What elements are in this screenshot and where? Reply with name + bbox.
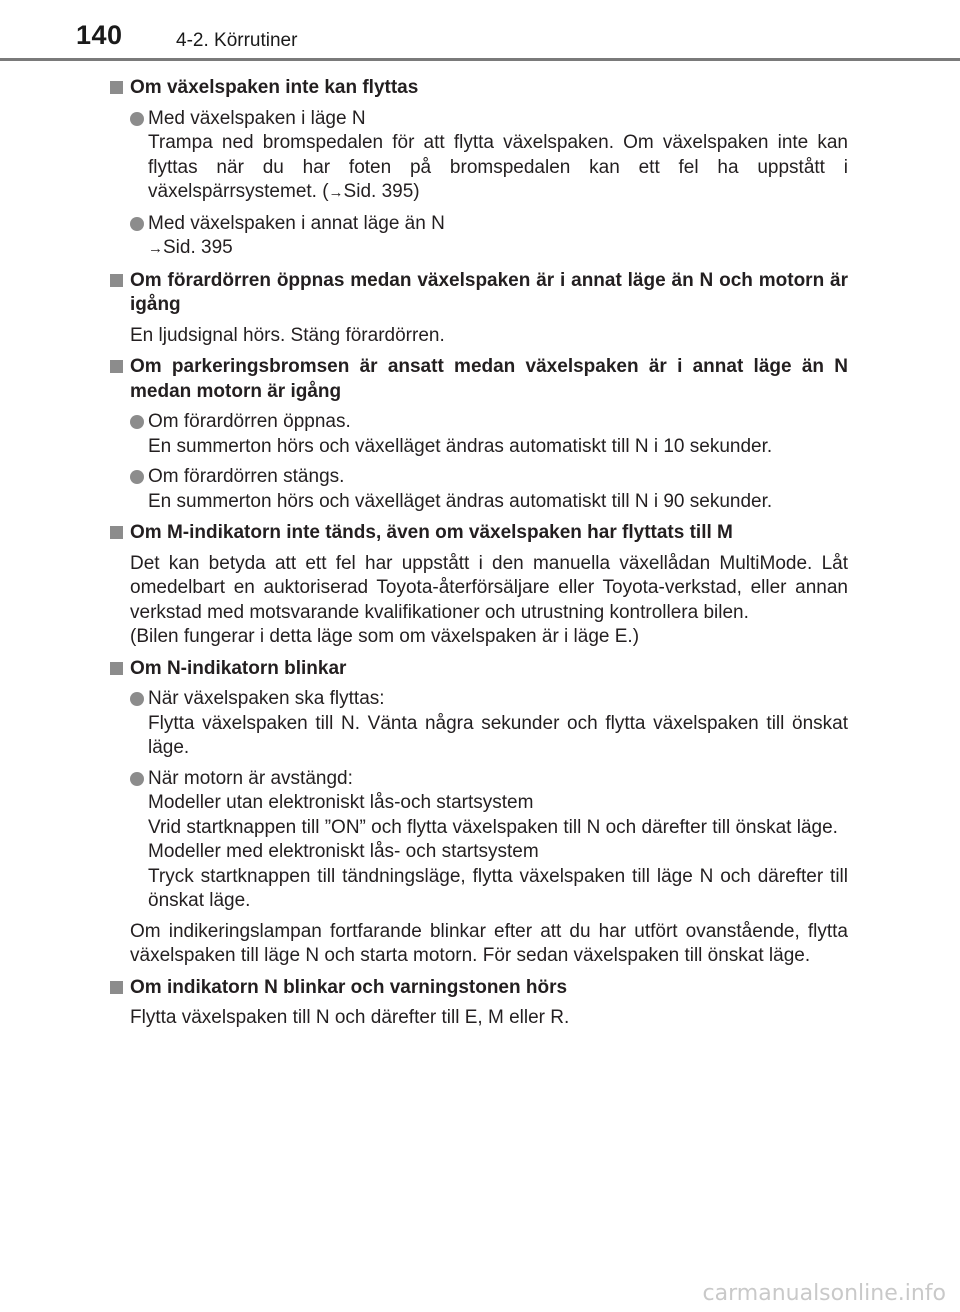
- square-bullet-icon: [110, 81, 123, 94]
- round-bullet-icon: [130, 217, 144, 231]
- section-heading: Om parkeringsbromsen är ansatt medan växelspaken är i annat läge än N medan motorn är igång: [108, 355, 848, 404]
- paragraph: Flytta växelspaken till N och därefter till E, M eller R.: [130, 1007, 570, 1028]
- square-bullet-icon: [110, 981, 123, 994]
- square-bullet-icon: [110, 526, 123, 539]
- watermark: carmanualsonline.info: [702, 1281, 946, 1306]
- arrow-right-icon: →: [328, 184, 344, 201]
- square-bullet-icon: [110, 360, 123, 373]
- bullet-item: Med växelspaken i annat läge än N →Sid. 395: [108, 212, 848, 262]
- section-heading: Om M-indikatorn inte tänds, även om växelspaken har flyttats till M: [108, 521, 848, 546]
- square-bullet-icon: [110, 274, 123, 287]
- section-heading: Om N-indikatorn blinkar: [108, 657, 848, 682]
- round-bullet-icon: [130, 415, 144, 429]
- section-heading: Om växelspaken inte kan flyttas: [108, 76, 848, 101]
- paragraph: En ljudsignal hörs. Stäng förardörren.: [130, 324, 445, 346]
- header-rule: [0, 58, 960, 61]
- bullet-item: Om förardörren stängs. En summerton hörs och växelläget ändras automatiskt till N i 90 sekunder.: [108, 465, 848, 514]
- bullet-item: Med växelspaken i läge N Trampa ned bromspedalen för att flytta växelspaken. Om växelspaken inte kan flyttas när du har foten på bromspedalen kan ett fel ha uppstått i växelspärrsystemet. (→Sid. 395): [108, 107, 848, 206]
- bullet-item: När växelspaken ska flyttas: Flytta växelspaken till N. Vänta några sekunder och flytta växelspaken till önskat läge.: [108, 687, 848, 761]
- page-number: 140: [76, 20, 123, 50]
- page-header: [0, 0, 960, 62]
- page-content: [108, 76, 848, 1031]
- arrow-right-icon: →: [148, 240, 163, 257]
- round-bullet-icon: [130, 470, 144, 484]
- paragraph: Om indikeringslampan fortfarande blinkar efter att du har utfört ovanstående, flytta växelspaken till läge N och starta motorn. För sedan växelspaken till önskat läge.: [130, 920, 848, 966]
- bullet-item: Om förardörren öppnas. En summerton hörs och växelläget ändras automatiskt till N i 10 sekunder.: [108, 410, 848, 459]
- round-bullet-icon: [130, 772, 144, 786]
- round-bullet-icon: [130, 692, 144, 706]
- section-heading: Om förardörren öppnas medan växelspaken är i annat läge än N och motorn är igång: [108, 269, 848, 318]
- bullet-item: När motorn är avstängd: Modeller utan elektroniskt lås-och startsystem Vrid startknappen till ”ON” och flytta växelspaken till N och därefter till önskat läge. Modeller med elektroniskt lås- och startsystem Tryck startknappen till tändningsläge, flytta växelspaken till läge N och därefter till önskat läge.: [108, 767, 848, 914]
- round-bullet-icon: [130, 112, 144, 126]
- paragraph: Det kan betyda att ett fel har uppstått i den manuella växellådan MultiMode. Låt omedelbart en auktoriserad Toyota-återförsäljare eller Toyota-verkstad, eller annan verkstad med motsvarande kvalifikationer och utrustning kontrollera bilen. (Bilen fungerar i detta läge som om växelspaken är i läge E.): [130, 552, 848, 647]
- square-bullet-icon: [110, 662, 123, 675]
- chapter-title: 4-2. Körrutiner: [176, 30, 298, 51]
- section-heading: Om indikatorn N blinkar och varningstonen hörs: [108, 976, 848, 1001]
